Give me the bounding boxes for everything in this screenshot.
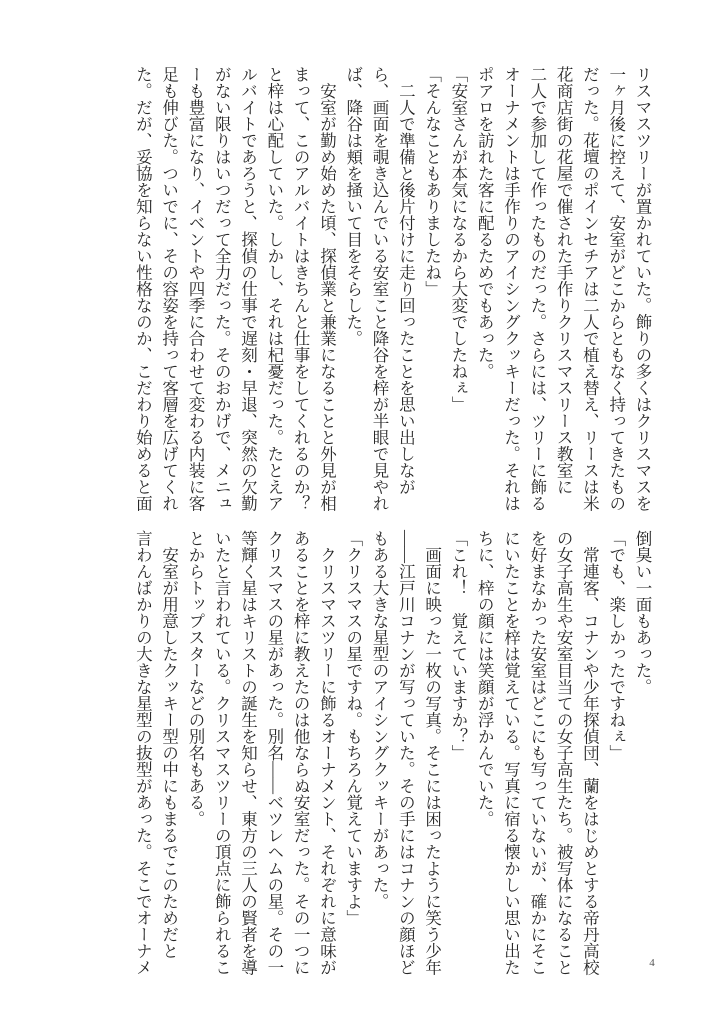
text-column: がない限りはいつだって全力だった。そのおかげで、メニュ xyxy=(212,66,232,512)
text-column: いたと言われている。クリスマスツリーの頂点に飾られるこ xyxy=(212,530,232,976)
page-number: 4 xyxy=(649,957,655,969)
lower-text-block xyxy=(129,530,655,976)
paragraph-start-column: 画面に映った一枚の写真。そこには困ったように笑う少年 xyxy=(422,530,442,976)
text-column: ちに、梓の顔には笑顔が浮かんでいた。 xyxy=(475,530,495,827)
text-column: 倒臭い一面もあった。 xyxy=(633,530,652,695)
text-column: ――江戸川コナンが写っていた。その手にはコナンの顔ほど xyxy=(396,530,416,976)
upper-text-block xyxy=(129,66,655,512)
text-column: ルバイトであろうと、探偵の仕事で遅刻・早退、突然の欠勤 xyxy=(238,66,258,512)
paragraph-start-column: 安室が用意したクッキー型の中にもまるでこのためだと xyxy=(159,530,179,959)
dialogue-column: 「これ！ 覚えていますか？」 xyxy=(448,530,468,761)
text-column: まって、このアルバイトはきちんと仕事をしてくれるのか？ xyxy=(291,66,311,512)
text-column: 花商店街の花屋で催された手作りクリスマスリース教室に xyxy=(554,66,574,495)
text-column: ーも豊富になり、イベントや四季に合わせて変わる内装に客 xyxy=(185,66,205,512)
text-column: にいたことを梓は覚えている。写真に宿る懐かしい思い出た xyxy=(501,530,521,976)
text-column: だった。花壇のポインセチアは二人で植え替え、リースは米 xyxy=(580,66,600,512)
dialogue-column: 「安室さんが本気になるから大変でしたねぇ」 xyxy=(448,66,468,413)
text-column: と梓は心配していた。しかし、それは杞憂だった。たとえア xyxy=(264,66,284,512)
text-column: もある大きな星型のアイシングクッキーがあった。 xyxy=(370,530,390,910)
text-column: ら、画面を覗き込んでいる安室こと降谷を梓が半眼で見やれ xyxy=(370,66,390,512)
dialogue-column: 「そんなこともありましたね」 xyxy=(422,66,442,297)
text-column: 足も伸びた。ついでに、その容姿を持って客層を広げてくれ xyxy=(159,66,179,512)
text-column: 等輝く星はキリストの誕生を知らせ、東方の三人の賢者を導 xyxy=(238,530,258,976)
text-column: ポアロを訪れた客に配るためでもあった。 xyxy=(475,66,495,380)
text-column: 言わんばかりの大きな星型の抜型があった。そこでオーナメ xyxy=(133,530,153,976)
text-column: 一ヶ月後に控えて、安室がどこからともなく持ってきたもの xyxy=(606,66,626,512)
dialogue-column: 「クリスマスの星ですね。もちろん覚えていますよ」 xyxy=(343,530,363,926)
text-column: た。だが、妥協を知らない性格なのか、こだわり始めると面 xyxy=(133,66,153,512)
paragraph-start-column: 常連客、コナンや少年探偵団、蘭をはじめとする帝丹高校 xyxy=(580,530,600,976)
text-column: リスマスツリーが置かれていた。飾りの多くはクリスマスを xyxy=(633,66,652,512)
text-column: ば、降谷は頬を掻いて目をそらした。 xyxy=(343,66,363,347)
text-column: を好まなかった安室はどこにも写っていないが、確かにそこ xyxy=(527,530,547,976)
text-column: 二人で参加して作ったものだった。さらには、ツリーに飾る xyxy=(527,66,547,512)
text-column: クリスマスの星があった。別名――ベツレヘムの星。その一 xyxy=(264,530,284,976)
paragraph-start-column: 安室が勤め始めた頃、探偵業と兼業になることと外見が相 xyxy=(317,66,337,512)
text-column: あることを梓に教えたのは他ならぬ安室だった。その一つに xyxy=(291,530,311,976)
text-column: の女子高生や安室目当ての女子高生たち。被写体になること xyxy=(554,530,574,976)
paragraph-start-column: クリスマスツリーに飾るオーナメント、それぞれに意味が xyxy=(317,530,337,976)
dialogue-column: 「でも、楽しかったですねぇ」 xyxy=(606,530,626,761)
paragraph-start-column: 二人で準備と後片付けに走り回ったことを思い出しなが xyxy=(396,66,416,495)
text-column: オーナメントは手作りのアイシングクッキーだった。それは xyxy=(501,66,521,512)
text-column: とからトップスターなどの別名もある。 xyxy=(185,530,205,827)
